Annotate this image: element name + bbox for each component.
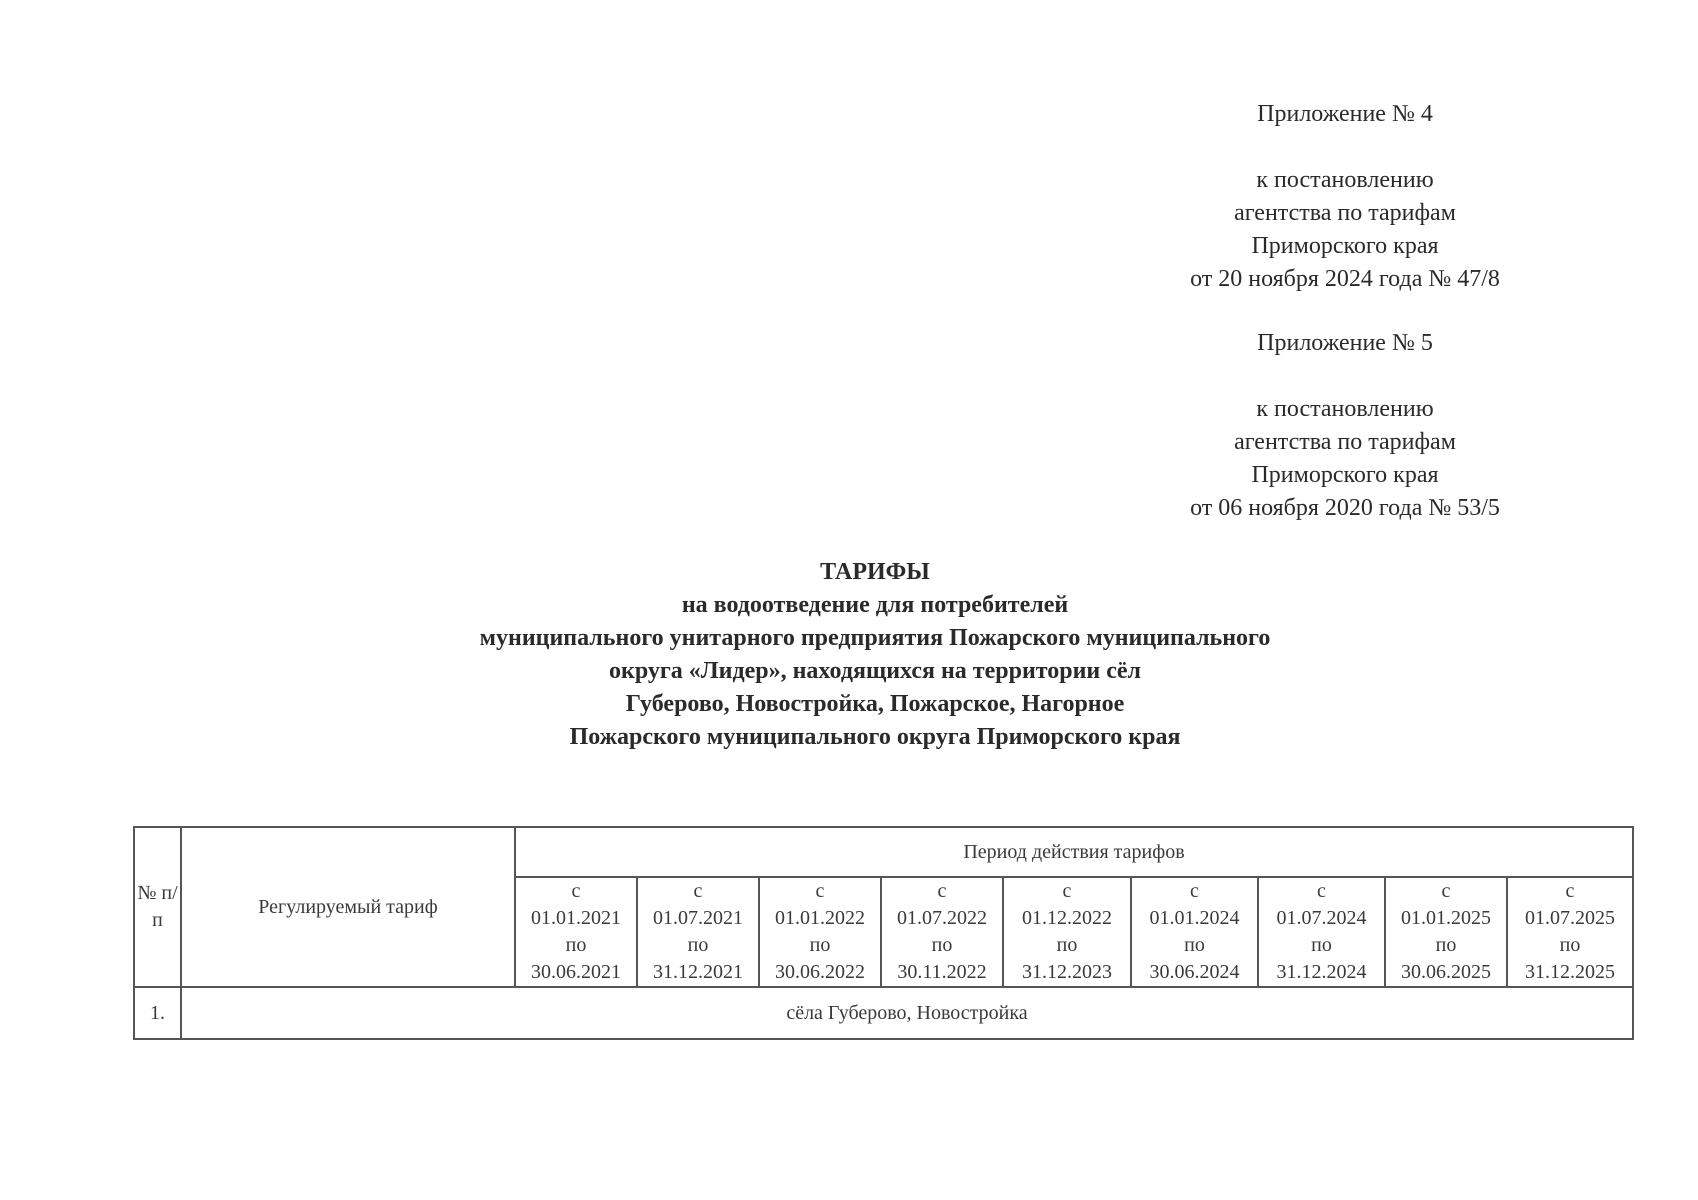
col-header-number: № п/п [134,827,181,987]
row-number: 1. [134,987,181,1039]
period-column-header: с 01.01.2025 по 30.06.2025 [1385,877,1507,987]
appendix-4-title: Приложение № 4 [1257,101,1433,127]
period-column-header: с 01.12.2022 по 31.12.2023 [1003,877,1131,987]
appendix-5-line: агентства по тарифам [1234,429,1456,455]
document-heading [300,556,1450,754]
appendix-4-block [1180,98,1510,296]
appendix-4-line: от 20 ноября 2024 года № 47/8 [1190,266,1500,292]
document-title: ТАРИФЫ [820,559,930,585]
heading-line: округа «Лидер», находящихся на территории сёл [608,658,1142,684]
heading-line: муниципального унитарного предприятия Пожарского муниципального [479,625,1271,651]
period-column-header: с 01.01.2022 по 30.06.2022 [759,877,881,987]
appendix-5-line: к постановлению [1256,396,1434,422]
period-column-header: с 01.07.2024 по 31.12.2024 [1258,877,1385,987]
appendix-4-line: агентства по тарифам [1234,200,1456,226]
heading-line: Пожарского муниципального округа Приморского края [569,724,1181,750]
heading-line: на водоотведение для потребителей [681,592,1069,618]
appendix-5-line: Приморского края [1251,462,1439,488]
appendix-5-line: от 06 ноября 2020 года № 53/5 [1190,495,1500,521]
col-header-tariff: Регулируемый тариф [181,827,515,987]
period-column-header: с 01.07.2021 по 31.12.2021 [637,877,759,987]
appendix-5-block [1180,327,1510,525]
period-column-header: с 01.01.2024 по 30.06.2024 [1131,877,1258,987]
tariffs-table [133,826,1634,1040]
row-section-label: сёла Губерово, Новостройка [181,987,1633,1039]
table-header-row [134,827,1633,877]
period-group-header: Период действия тарифов [515,827,1633,877]
period-column-header: с 01.07.2025 по 31.12.2025 [1507,877,1633,987]
table-row [134,987,1633,1039]
appendix-5-title: Приложение № 5 [1257,330,1433,356]
period-column-header: с 01.07.2022 по 30.11.2022 [881,877,1003,987]
period-column-header: с 01.01.2021 по 30.06.2021 [515,877,637,987]
appendix-4-line: к постановлению [1256,167,1434,193]
appendix-4-line: Приморского края [1251,233,1439,259]
heading-line: Губерово, Новостройка, Пожарское, Нагорное [625,691,1125,717]
